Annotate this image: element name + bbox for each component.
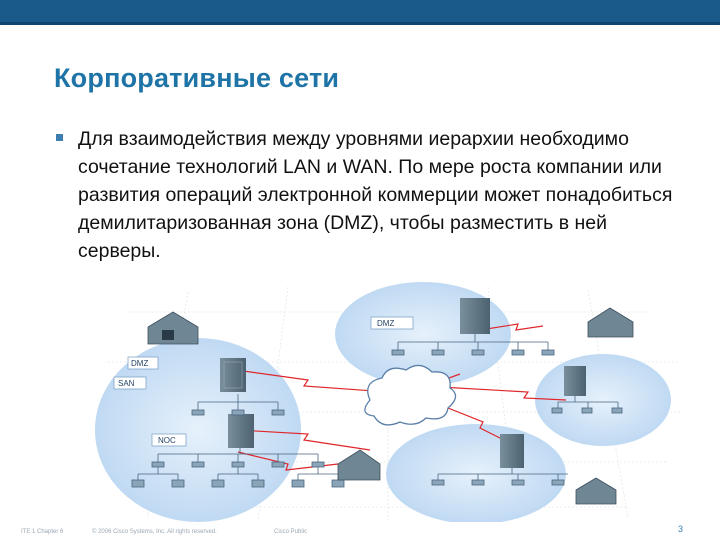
noc-label: NOC xyxy=(158,436,176,445)
house-icon xyxy=(338,450,380,480)
house-icon xyxy=(588,308,633,337)
header-bar xyxy=(0,0,720,22)
san-label: SAN xyxy=(118,379,135,388)
slide-title: Корпоративные сети xyxy=(54,63,340,93)
building-icon xyxy=(228,414,254,448)
enterprise-network-diagram xyxy=(88,282,688,522)
footer-chapter: ITE 1 Chapter 6 xyxy=(21,529,64,535)
bullet-text: Для взаимодействия между уровнями иерархии необходимо сочетание технологий LAN и WAN. По мере роста компании или развития операций электронной коммерции может понадобиться демилитаризованная зона (DMZ), чтобы разместить в ней серверы. xyxy=(78,128,673,262)
building-icon xyxy=(220,358,246,392)
dmz-left-label: DMZ xyxy=(131,359,149,368)
building-icon xyxy=(500,434,524,468)
branch-region-bottom xyxy=(386,424,566,522)
main-campus-region xyxy=(95,338,301,522)
building-icon xyxy=(460,298,490,334)
house-icon xyxy=(576,478,616,504)
building-icon xyxy=(564,366,586,396)
house-icon xyxy=(148,312,198,344)
bullet-item xyxy=(56,125,686,265)
footer-classification: Cisco Public xyxy=(274,529,308,535)
dmz-top-label: DMZ xyxy=(377,319,395,328)
page-number: 3 xyxy=(678,524,684,534)
bullet-marker xyxy=(56,134,63,141)
footer-copyright: © 2006 Cisco Systems, Inc. All rights reserved. xyxy=(92,529,217,535)
header-band xyxy=(0,22,720,25)
